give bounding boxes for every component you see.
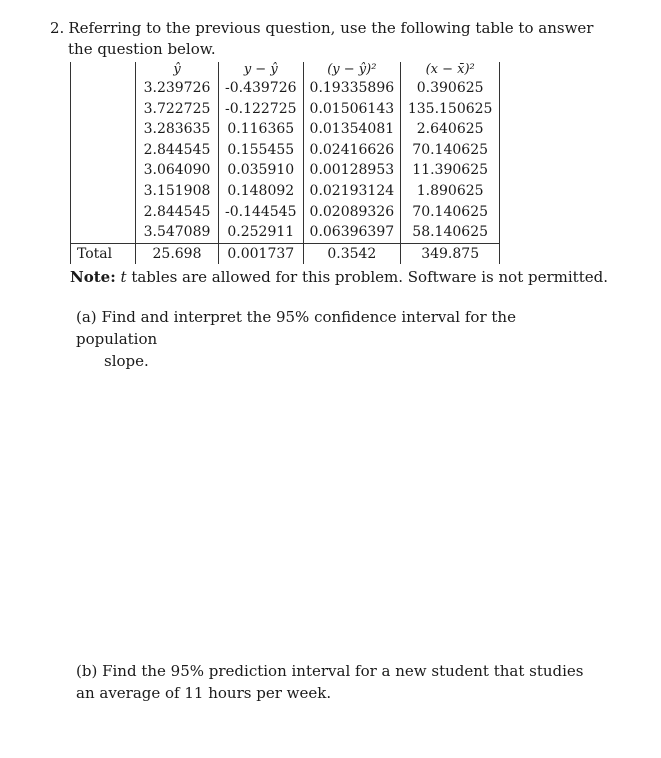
- total-cell: 0.001737: [219, 243, 304, 264]
- table-cell: 70.140625: [401, 140, 500, 161]
- total-label: Total: [71, 243, 136, 264]
- table-cell: 135.150625: [401, 99, 500, 120]
- table-cell: [71, 202, 136, 223]
- table-cell: 0.116365: [219, 119, 304, 140]
- table-cell: 0.390625: [401, 78, 500, 99]
- table-cell: 0.00128953: [303, 160, 401, 181]
- total-cell: 25.698: [136, 243, 219, 264]
- table-row: [71, 119, 500, 140]
- table-cell: 2.844545: [136, 202, 219, 223]
- table-cell: 0.01506143: [303, 99, 401, 120]
- table-row: [71, 202, 500, 223]
- note-label: Note:: [70, 268, 116, 286]
- table-cell: 3.722725: [136, 99, 219, 120]
- table-cell: [71, 181, 136, 202]
- part-b-line-1: Find the 95% prediction interval for a new student that studies: [102, 662, 584, 680]
- question-number: 2.: [50, 19, 65, 37]
- table-cell: 11.390625: [401, 160, 500, 181]
- table-cell: 2.640625: [401, 119, 500, 140]
- part-a-line-1: Find and interpret the 95% confidence interval for the population: [76, 308, 516, 348]
- table-cell: 3.064090: [136, 160, 219, 181]
- table-cell: 1.890625: [401, 181, 500, 202]
- table-cell: 0.155455: [219, 140, 304, 161]
- table-cell: -0.439726: [219, 78, 304, 99]
- table-row: [71, 160, 500, 181]
- part-b: [76, 660, 596, 704]
- part-a-label: (a): [76, 308, 97, 326]
- part-a: [76, 306, 596, 372]
- table-header-cell: y − ŷ: [219, 62, 304, 78]
- part-b-line-2: an average of 11 hours per week.: [76, 684, 332, 702]
- table-cell: 3.283635: [136, 119, 219, 140]
- table-header-cell: (x − x̄)²: [401, 62, 500, 78]
- table-row: [71, 140, 500, 161]
- table-header-cell: ŷ: [136, 62, 219, 78]
- table-cell: 3.151908: [136, 181, 219, 202]
- table-cell: 0.19335896: [303, 78, 401, 99]
- total-cell: 0.3542: [303, 243, 401, 264]
- table-header-cell: (y − ŷ)²: [303, 62, 401, 78]
- table-cell: [71, 222, 136, 243]
- table-row: [71, 222, 500, 243]
- table-cell: [71, 160, 136, 181]
- question-line-1: Referring to the previous question, use the following table to answer: [68, 19, 594, 37]
- table-cell: [71, 119, 136, 140]
- part-b-label: (b): [76, 662, 98, 680]
- table-cell: 58.140625: [401, 222, 500, 243]
- table-cell: [71, 140, 136, 161]
- table-cell: 2.844545: [136, 140, 219, 161]
- t-symbol: t: [120, 268, 127, 286]
- part-a-line-2: slope.: [104, 352, 149, 370]
- table-cell: 0.148092: [219, 181, 304, 202]
- note: [70, 268, 608, 286]
- question-line-2: the question below.: [68, 40, 216, 58]
- table-cell: [71, 99, 136, 120]
- table-row: [71, 181, 500, 202]
- table-row: [71, 99, 500, 120]
- table-cell: -0.122725: [219, 99, 304, 120]
- total-cell: 349.875: [401, 243, 500, 264]
- table-row: [71, 78, 500, 99]
- table-cell: 3.547089: [136, 222, 219, 243]
- table-cell: 0.06396397: [303, 222, 401, 243]
- question-text: [50, 18, 610, 60]
- table-cell: 0.02089326: [303, 202, 401, 223]
- table-cell: 70.140625: [401, 202, 500, 223]
- table-cell: 0.252911: [219, 222, 304, 243]
- table-cell: 0.02193124: [303, 181, 401, 202]
- regression-table: [70, 62, 500, 264]
- table-cell: -0.144545: [219, 202, 304, 223]
- table-cell: 0.01354081: [303, 119, 401, 140]
- table-header-row: [71, 62, 500, 78]
- table-header-cell: [71, 62, 136, 78]
- table-cell: 0.02416626: [303, 140, 401, 161]
- table-total-row: [71, 243, 500, 264]
- table-cell: 0.035910: [219, 160, 304, 181]
- table-cell: 3.239726: [136, 78, 219, 99]
- table-cell: [71, 78, 136, 99]
- note-text: tables are allowed for this problem. Software is not permitted.: [131, 268, 608, 286]
